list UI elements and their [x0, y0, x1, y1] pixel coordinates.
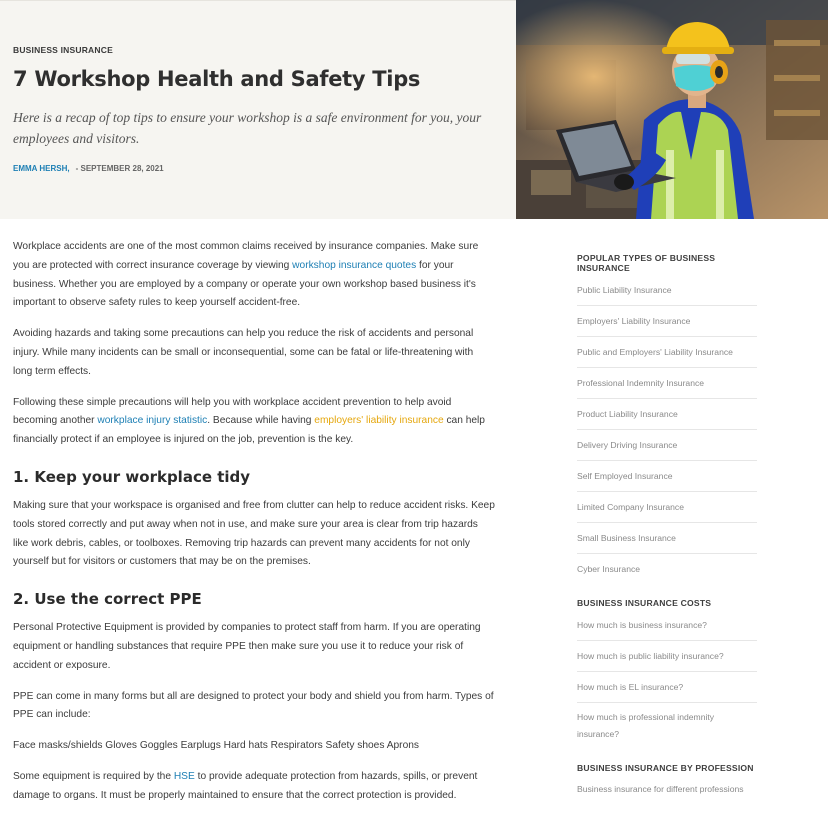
- sidebar-heading-profession: BUSINESS INSURANCE BY PROFESSION: [577, 763, 754, 773]
- sidebar-link-cyber[interactable]: Cyber Insurance: [577, 564, 641, 574]
- section-heading-ppe: 2. Use the correct PPE: [13, 590, 202, 609]
- paragraph-ppe-types: PPE can come in many forms but all are designed to protect your body and shield you from harm. Types of PPE can include:: [13, 690, 494, 721]
- article-subtitle: Here is a recap of top tips to ensure your workshop is a safe environment for you, your employees and visitors.: [13, 110, 482, 146]
- paragraph-precautions: [13, 394, 495, 450]
- page-title: 7 Workshop Health and Safety Tips: [13, 67, 421, 91]
- paragraph-text: Workplace accidents are one of the most common claims received by insurance companies. Make sure you are protected with correct insurance coverage by viewing: [13, 241, 479, 271]
- category-label[interactable]: BUSINESS INSURANCE: [13, 45, 113, 55]
- article-body: [13, 238, 495, 818]
- sidebar-link-professional-indemnity[interactable]: Professional Indemnity Insurance: [577, 368, 757, 399]
- paragraph-text: for your business. Whether you are employed by a company or operate your own workshop based business it's important to observe safety rules to keep yourself accident-free.: [13, 259, 476, 309]
- paragraph-text: can help financially protect if an employee is injured on the job, prevention is the key.: [13, 415, 485, 446]
- sidebar-link-limited-company[interactable]: Limited Company Insurance: [577, 492, 757, 523]
- paragraph-ppe-list: Face masks/shields Gloves Goggles Earplugs Hard hats Respirators Safety shoes Aprons: [13, 740, 419, 752]
- publish-date: - SEPTEMBER 28, 2021: [75, 164, 164, 173]
- paragraph-ppe-intro: Personal Protective Equipment is provided by companies to protect staff from harm. If you are operating equipment or handling substances that require PPE then make sure you use it to reduce your risk of accident or exposure.: [13, 622, 481, 671]
- paragraph-tidy: Making sure that your workspace is organised and free from clutter can help to reduce accident risks. Keep tools stored correctly and put away when not in use, and make sure your area is clear from trip hazards like work debris, cables, or toolboxes. Removing trip hazards can prevent many accidents for not only yourself but for visitors or customers that may be on the premises.: [13, 499, 495, 568]
- sidebar-link-small-business[interactable]: Small Business Insurance: [577, 523, 757, 554]
- paragraph-text: Some equipment is required by the: [13, 770, 174, 782]
- sidebar-link-delivery-driving[interactable]: Delivery Driving Insurance: [577, 430, 757, 461]
- popular-insurance-list: [577, 275, 757, 584]
- hero-text-panel: [0, 0, 516, 219]
- insurance-costs-list: [577, 610, 757, 747]
- author-link[interactable]: EMMA HERSH,: [13, 164, 70, 173]
- paragraph-text: . Because while having: [207, 415, 315, 427]
- hero-image: [516, 0, 828, 219]
- employers-liability-insurance-link[interactable]: employers' liability insurance: [314, 415, 444, 427]
- sidebar-link-product-liability[interactable]: Product Liability Insurance: [577, 399, 757, 430]
- article-hero: [0, 0, 828, 219]
- sidebar-link-professions[interactable]: Business insurance for different professions: [577, 784, 744, 794]
- hse-link[interactable]: HSE: [173, 770, 195, 782]
- section-heading-tidy: 1. Keep your workplace tidy: [13, 467, 251, 486]
- workshop-insurance-quotes-link[interactable]: workshop insurance quotes: [292, 259, 417, 271]
- sidebar-link-cost-public-liability[interactable]: How much is public liability insurance?: [577, 641, 757, 672]
- paragraph-intro: [13, 238, 495, 313]
- sidebar-heading-costs: BUSINESS INSURANCE COSTS: [577, 598, 712, 608]
- paragraph-text: Following these simple precautions will help you with workplace accident prevention to help avoid becoming another: [13, 396, 452, 427]
- sidebar-link-employers-liability[interactable]: Employers' Liability Insurance: [577, 306, 757, 337]
- sidebar-link-cost-business[interactable]: How much is business insurance?: [577, 610, 757, 641]
- sidebar: [577, 245, 757, 802]
- sidebar-link-self-employed[interactable]: Self Employed Insurance: [577, 461, 757, 492]
- sidebar-link-public-employers-liability[interactable]: Public and Employers' Liability Insurance: [577, 337, 757, 368]
- profession-list: [577, 775, 757, 802]
- workplace-injury-statistic-link[interactable]: workplace injury statistic: [97, 415, 208, 427]
- sidebar-link-cost-el[interactable]: How much is EL insurance?: [577, 672, 757, 703]
- paragraph-text: to provide adequate protection from hazards, spills, or prevent damage to organs. It must be properly maintained to ensure that the correct protection is provided.: [13, 770, 478, 801]
- worker-illustration: [516, 0, 828, 219]
- paragraph-hse: [13, 768, 495, 806]
- sidebar-link-cost-professional-indemnity[interactable]: How much is professional indemnity insurance?: [577, 712, 715, 739]
- sidebar-link-public-liability[interactable]: Public Liability Insurance: [577, 275, 757, 306]
- sidebar-heading-popular: POPULAR TYPES OF BUSINESS INSURANCE: [577, 253, 716, 273]
- article-meta: [13, 164, 164, 173]
- paragraph-hazards: Avoiding hazards and taking some precautions can help you reduce the risk of accidents and personal injury. While many incidents can be small or inconsequential, some can be fatal or life-threatening with long term effects.: [13, 328, 474, 377]
